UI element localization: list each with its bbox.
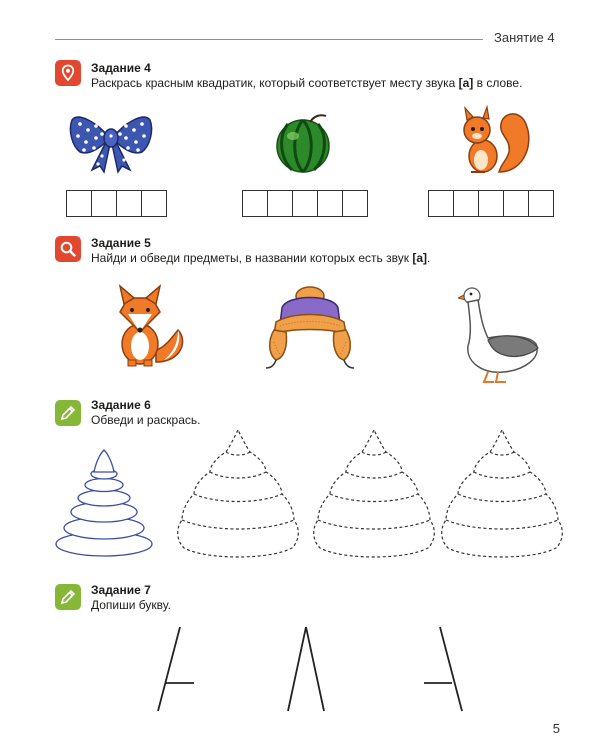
dashed-pyramid[interactable] — [312, 428, 436, 568]
map-pin-icon — [55, 60, 81, 86]
page-number: 5 — [552, 721, 560, 736]
sound-box[interactable] — [343, 191, 367, 216]
ushanka-hat-image[interactable] — [262, 282, 358, 372]
letter-stroke-none[interactable] — [284, 625, 328, 715]
bow-image — [66, 104, 156, 174]
sound-box[interactable] — [504, 191, 529, 216]
sound-box[interactable] — [142, 191, 166, 216]
sound-box[interactable] — [117, 191, 142, 216]
sound-box[interactable] — [268, 191, 293, 216]
sound-box[interactable] — [67, 191, 92, 216]
pencil-icon — [55, 400, 81, 426]
fox-image[interactable] — [98, 282, 188, 370]
task-6-instruction: Обведи и раскрась. — [91, 413, 201, 427]
sound-boxes-bow[interactable] — [66, 190, 167, 217]
magnifier-icon — [55, 236, 81, 262]
pencil-icon — [55, 584, 81, 610]
dashed-pyramid[interactable] — [176, 428, 300, 568]
sound-box[interactable] — [479, 191, 504, 216]
sound-box[interactable] — [454, 191, 479, 216]
task-5-title: Задание 5 — [91, 236, 151, 250]
lesson-label: Занятие 4 — [494, 30, 555, 45]
sound-box[interactable] — [318, 191, 343, 216]
header-line — [55, 39, 483, 40]
sound-box[interactable] — [429, 191, 454, 216]
squirrel-image — [455, 102, 535, 182]
task-6-title: Задание 6 — [91, 398, 151, 412]
task-5-instruction: Найди и обведи предметы, в названии которых есть звук [а]. — [91, 251, 431, 265]
pyramid-toy-image — [52, 448, 156, 558]
sound-boxes-watermelon[interactable] — [242, 190, 368, 217]
task-4-title: Задание 4 — [91, 61, 151, 75]
sound-boxes-squirrel[interactable] — [428, 190, 554, 217]
task-4-instruction: Раскрась красным квадратик, который соответствует месту звука [а] в слове. — [91, 76, 523, 90]
dashed-pyramid[interactable] — [440, 428, 564, 568]
task-7-instruction: Допиши букву. — [91, 598, 171, 612]
sound-box[interactable] — [293, 191, 318, 216]
sound-box[interactable] — [529, 191, 553, 216]
sound-box[interactable] — [92, 191, 117, 216]
watermelon-image — [270, 110, 340, 176]
task-7-title: Задание 7 — [91, 583, 151, 597]
goose-image[interactable] — [458, 278, 546, 388]
sound-box[interactable] — [243, 191, 268, 216]
letter-stroke-left[interactable] — [150, 625, 200, 715]
letter-stroke-right[interactable] — [420, 625, 470, 715]
